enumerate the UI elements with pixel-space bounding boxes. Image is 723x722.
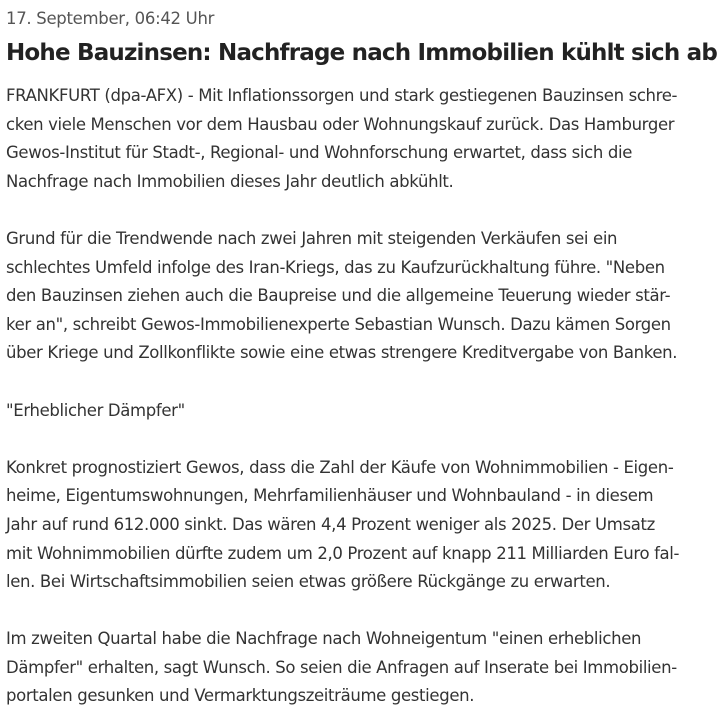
paragraph-line: den Bauzinsen ziehen auch die Baupreise und die allgemeine Teuerung wieder stär- xyxy=(6,286,671,306)
article-paragraph xyxy=(6,82,723,196)
paragraph-line: Jahr auf rund 612.000 sinkt. Das wären 4,4 Prozent weniger als 2025. Der Umsatz xyxy=(6,514,655,534)
paragraph-line: Dämpfer" erhalten, sagt Wunsch. So seien die Anfragen auf Inserate bei Immobilien- xyxy=(6,657,677,677)
paragraph-line: über Kriege und Zollkonflikte sowie eine etwas strengere Kreditvergabe von Banken. xyxy=(6,343,678,363)
article-paragraph xyxy=(6,225,723,368)
paragraph-line: ker an", schreibt Gewos-Immobilienexperte Sebastian Wunsch. Dazu kämen Sorgen xyxy=(6,314,671,334)
article-paragraph xyxy=(6,625,723,711)
paragraph-line: Konkret prognostiziert Gewos, dass die Zahl der Käufe von Wohnimmobilien - Eigen- xyxy=(6,457,674,477)
paragraph-line: Gewos-Institut für Stadt-, Regional- und Wohnforschung erwartet, dass sich die xyxy=(6,143,633,163)
paragraph-line: cken viele Menschen vor dem Hausbau oder Wohnungskauf zurück. Das Hamburger xyxy=(6,114,675,134)
paragraph-line: Im zweiten Quartal habe die Nachfrage nach Wohneigentum "einen erheblichen xyxy=(6,629,642,649)
paragraph-line: mit Wohnimmobilien dürfte zudem um 2,0 Prozent auf knapp 211 Milliarden Euro fal- xyxy=(6,543,680,563)
paragraph-line: len. Bei Wirtschaftsimmobilien seien etwas größere Rückgänge zu erwarten. xyxy=(6,572,611,592)
article-headline: Hohe Bauzinsen: Nachfrage nach Immobilien kühlt sich ab xyxy=(6,40,717,66)
article-dateline: 17. September, 06:42 Uhr xyxy=(6,9,215,28)
section-subheading xyxy=(6,397,723,426)
paragraph-line: Grund für die Trendwende nach zwei Jahren mit steigenden Verkäufen sei ein xyxy=(6,228,618,248)
paragraph-line: "Erheblicher Dämpfer" xyxy=(6,400,185,420)
paragraph-line: FRANKFURT (dpa-AFX) - Mit Inflationssorgen und stark gestiegenen Bauzinsen schre- xyxy=(6,86,678,105)
paragraph-line: heime, Eigentumswohnungen, Mehrfamilienhäuser und Wohnbauland - in diesem xyxy=(6,486,654,506)
paragraph-line: portalen gesunken und Vermarktungszeiträume gestiegen. xyxy=(6,686,475,706)
paragraph-line: schlechtes Umfeld infolge des Iran-Kriegs, das zu Kaufzurückhaltung führe. "Neben xyxy=(6,257,665,277)
paragraph-line: Nachfrage nach Immobilien dieses Jahr deutlich abkühlt. xyxy=(6,171,454,191)
article-body xyxy=(6,82,723,711)
article-paragraph xyxy=(6,454,723,597)
